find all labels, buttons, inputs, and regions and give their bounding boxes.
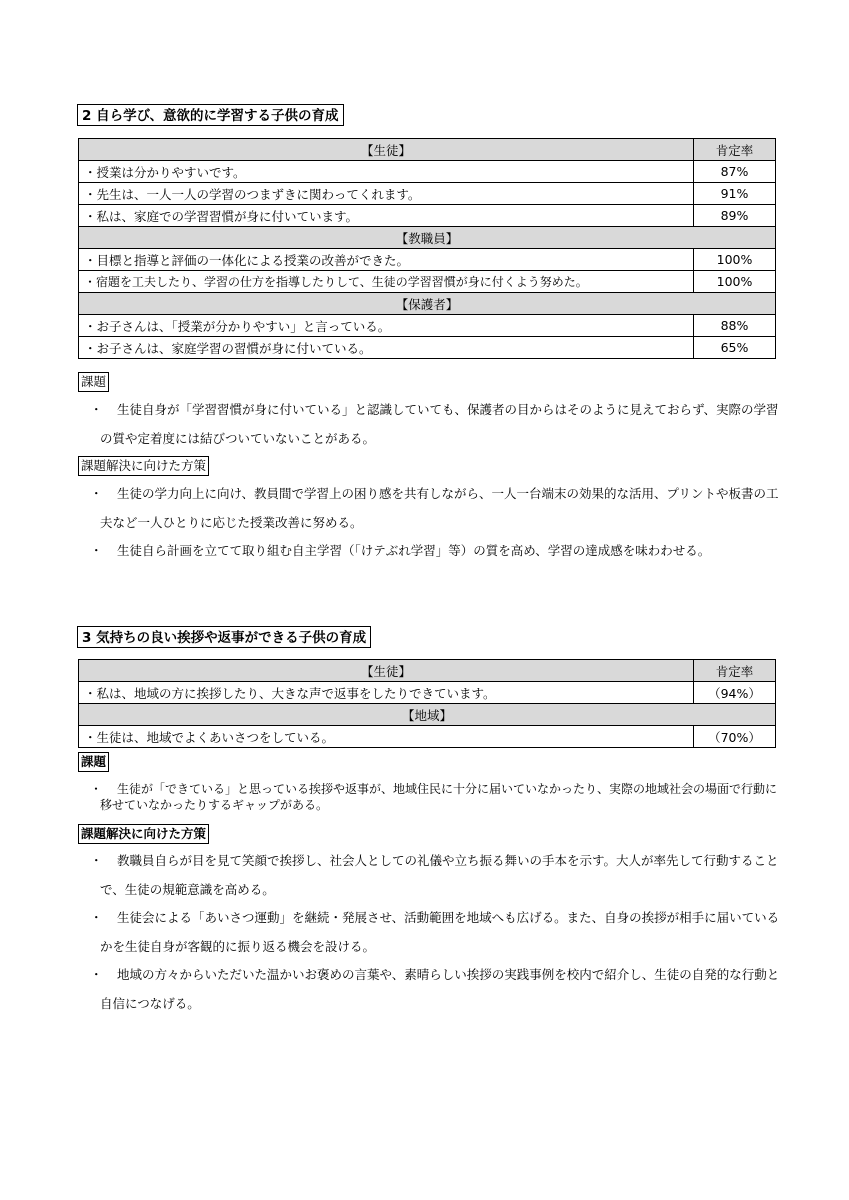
survey-rate: 88%	[694, 315, 776, 337]
solution-text: 地域の方々からいただいた温かいお褒めの言葉や、素晴らしい挨拶の実践事例を校内で紹介し、生徒の自発的な行動と自信につなげる。	[100, 967, 780, 1011]
survey-rate: （94%）	[694, 682, 776, 704]
survey-item: ・生徒は、地域でよくあいさつをしている。	[79, 726, 694, 748]
bullet: ・	[90, 967, 103, 982]
group-header-community: 【地域】	[79, 704, 776, 726]
rate-column-header: 肯定率	[694, 139, 776, 161]
table-header-row	[79, 660, 776, 682]
issue-text: 生徒が「できている」と思っている挨拶や返事が、地域住民に十分に届いていなかったり、実際の地域社会の場面で行動に移せていなかったりするギャップがある。	[100, 782, 778, 812]
table-row	[79, 682, 776, 704]
table-row	[79, 249, 776, 271]
issue-text: 生徒自身が「学習習慣が身に付いている」と認識していても、保護者の目からはそのように見えておらず、実際の学習の質や定着度には結びついていないことがある。	[100, 402, 779, 446]
survey-rate: （70%）	[694, 726, 776, 748]
issue-list	[90, 396, 780, 453]
table-row	[79, 183, 776, 205]
group-header-row	[79, 704, 776, 726]
list-item	[90, 961, 780, 1018]
survey-rate: 65%	[694, 337, 776, 359]
list-item	[90, 847, 780, 904]
survey-rate: 91%	[694, 183, 776, 205]
issue-label: 課題	[78, 372, 109, 392]
solution-list	[90, 847, 780, 1018]
survey-item: ・先生は、一人一人の学習のつまずきに関わってくれます。	[79, 183, 694, 205]
solution-text: 教職員自らが目を見て笑顔で挨拶し、社会人としての礼儀や立ち振る舞いの手本を示す。大人が率先して行動することで、生徒の規範意識を高める。	[100, 853, 779, 897]
list-item	[90, 537, 780, 566]
survey-item: ・授業は分かりやすいです。	[79, 161, 694, 183]
issue-list	[90, 781, 780, 813]
bullet: ・	[90, 853, 103, 868]
table-row	[79, 271, 776, 293]
survey-item: ・宿題を工夫したり、学習の仕方を指導したりして、生徒の学習習慣が身に付くよう努めた。	[79, 271, 694, 293]
rate-column-header: 肯定率	[694, 660, 776, 682]
list-item	[90, 781, 780, 813]
survey-item: ・お子さんは、「授業が分かりやすい」と言っている。	[79, 315, 694, 337]
survey-item: ・私は、地域の方に挨拶したり、大きな声で返事をしたりできています。	[79, 682, 694, 704]
group-header-students: 【生徒】	[79, 660, 694, 682]
solution-text: 生徒の学力向上に向け、教員間で学習上の困り感を共有しながら、一人一台端末の効果的な活用、プリントや板書の工夫など一人ひとりに応じた授業改善に努める。	[100, 486, 779, 530]
bullet: ・	[90, 486, 103, 501]
bullet: ・	[90, 402, 103, 417]
list-item	[90, 480, 780, 537]
section-3-survey-table	[78, 659, 776, 748]
survey-item: ・目標と指導と評価の一体化による授業の改善ができた。	[79, 249, 694, 271]
table-row	[79, 315, 776, 337]
solution-list	[90, 480, 780, 566]
group-header-staff: 【教職員】	[79, 227, 776, 249]
survey-rate: 87%	[694, 161, 776, 183]
section-3-title: 3 気持ちの良い挨拶や返事ができる子供の育成	[77, 626, 371, 648]
group-header-guardians: 【保護者】	[79, 293, 776, 315]
solution-label: 課題解決に向けた方策	[78, 824, 209, 844]
group-header-row	[79, 293, 776, 315]
table-row	[79, 337, 776, 359]
table-row	[79, 726, 776, 748]
group-header-students: 【生徒】	[79, 139, 694, 161]
bullet: ・	[90, 910, 103, 925]
solution-text: 生徒自ら計画を立てて取り組む自主学習（「けテぶれ学習」等）の質を高め、学習の達成感を味わわせる。	[117, 543, 711, 558]
survey-rate: 100%	[694, 249, 776, 271]
issue-label: 課題	[78, 752, 109, 772]
bullet: ・	[90, 543, 103, 558]
list-item	[90, 396, 780, 453]
survey-item: ・お子さんは、家庭学習の習慣が身に付いている。	[79, 337, 694, 359]
table-row	[79, 161, 776, 183]
survey-rate: 100%	[694, 271, 776, 293]
bullet: ・	[90, 782, 103, 796]
section-2-survey-table	[78, 138, 776, 359]
solution-text: 生徒会による「あいさつ運動」を継続・発展させ、活動範囲を地域へも広げる。また、自身の挨拶が相手に届いているかを生徒自身が客観的に振り返る機会を設ける。	[100, 910, 780, 954]
survey-item: ・私は、家庭での学習習慣が身に付いています。	[79, 205, 694, 227]
list-item	[90, 904, 780, 961]
group-header-row	[79, 227, 776, 249]
table-header-row	[79, 139, 776, 161]
survey-rate: 89%	[694, 205, 776, 227]
table-row	[79, 205, 776, 227]
section-2-title: 2 自ら学び、意欲的に学習する子供の育成	[77, 104, 344, 126]
solution-label: 課題解決に向けた方策	[78, 456, 209, 476]
